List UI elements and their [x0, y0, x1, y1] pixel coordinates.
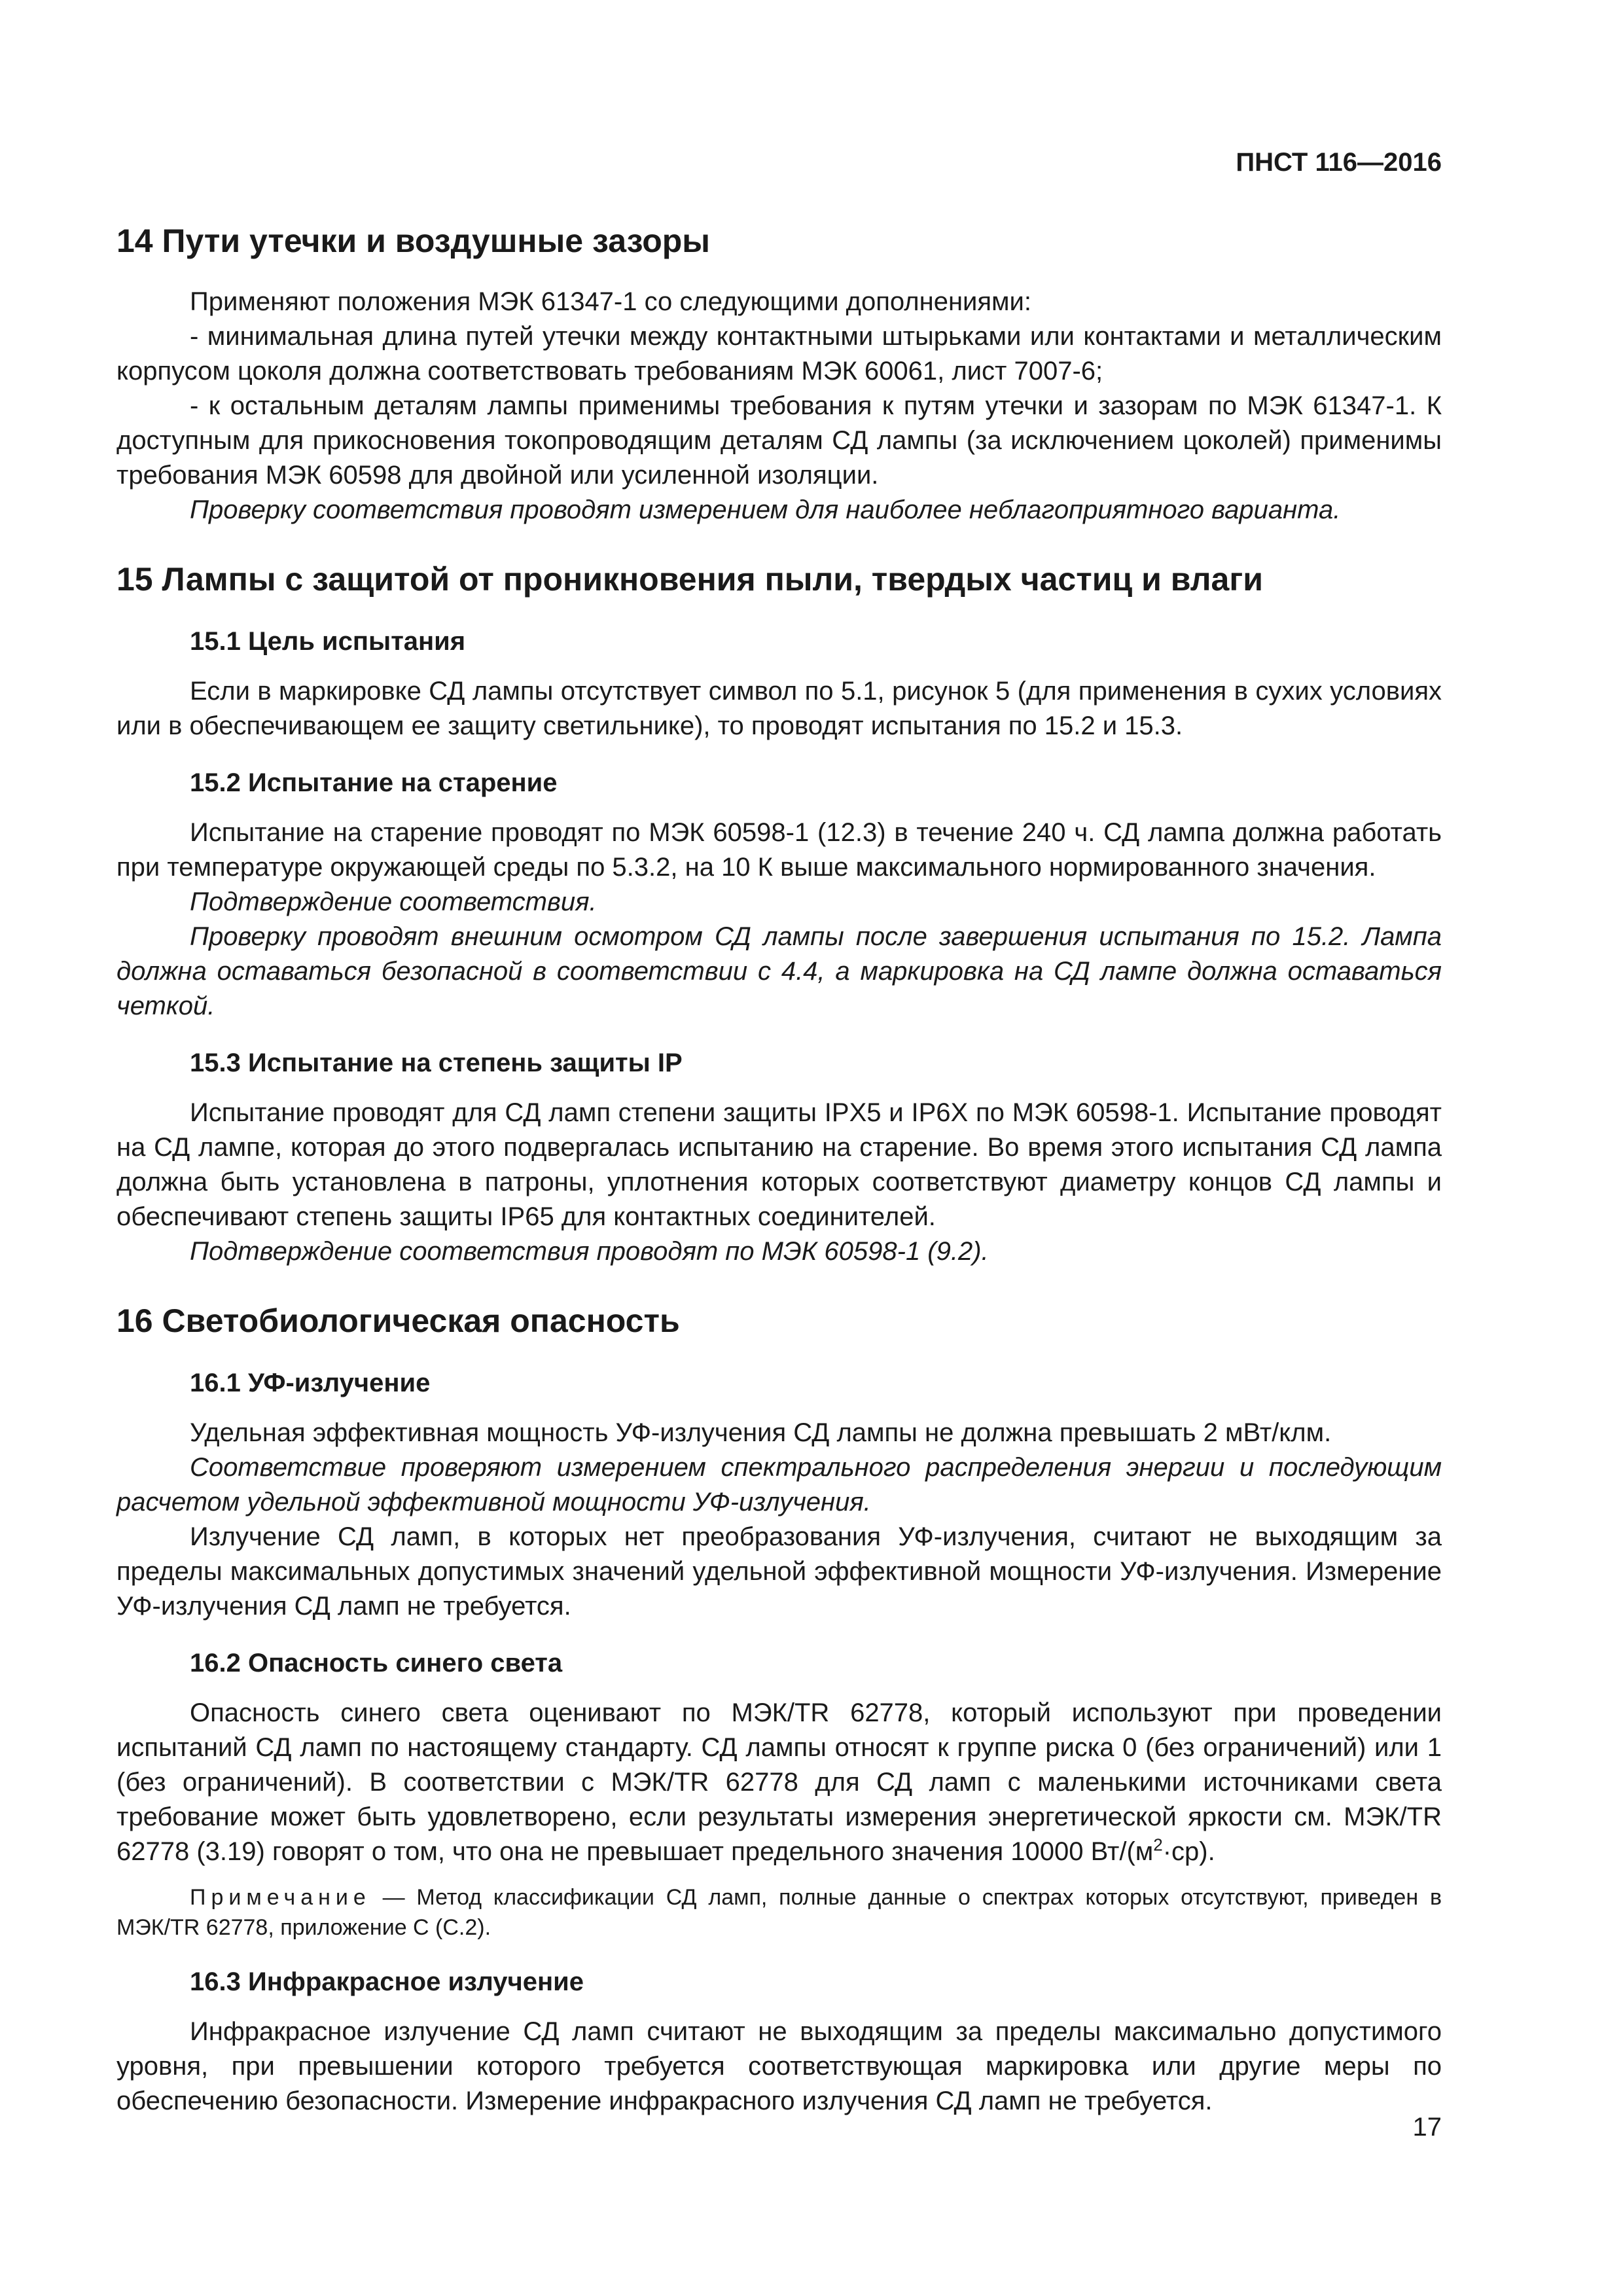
section-15-1-title: 15.1 Цель испытания [190, 627, 466, 656]
section-14-p2: - минимальная длина путей утечки между контактными штырьками или контактами и металлическим корпусом цоколя должна соответствовать требованиям МЭК 60061, лист 7007-6; [116, 322, 1442, 386]
section-15 [116, 558, 1442, 1269]
section-16-1-p2: Соответствие проверяют измерением спектрального распределения энергии и последующим расчетом удельной эффективной мощности УФ-излучения. [116, 1453, 1442, 1516]
page-content [116, 219, 1442, 2119]
section-16-2-title: 16.2 Опасность синего света [190, 1649, 563, 1677]
section-15-3-p1: Испытание проводят для СД ламп степени защиты IPX5 и IP6X по МЭК 60598-1. Испытание проводят на СД лампе, которая до этого подвергалась испытанию на старение. Во время этого испытания СД лампа должна быть установлена в патроны, уплотнения которых соответствуют диаметру концов СД лампы и обеспечивают степень защиты IP65 для контактных соединителей. [116, 1098, 1442, 1231]
section-15-1 [116, 623, 1442, 744]
section-16-1-p1: Удельная эффективная мощность УФ-излучения СД лампы не должна превышать 2 мВт/клм. [190, 1418, 1332, 1447]
section-15-2 [116, 764, 1442, 1024]
section-15-1-p1: Если в маркировке СД лампы отсутствует символ по 5.1, рисунок 5 (для применения в сухих условиях или в обеспечивающем ее защиту светильнике), то проводят испытания по 15.2 и 15.3. [116, 677, 1442, 740]
section-16-title: 16 Светобиологическая опасность [116, 1302, 680, 1339]
section-15-3-title: 15.3 Испытание на степень защиты IP [190, 1049, 683, 1077]
note-text: — Метод классификации СД ламп, полные данные о спектрах которых отсутствуют, приведен в МЭК/TR 62778, приложение С (С.2). [116, 1885, 1442, 1940]
section-14-p3: - к остальным деталям лампы применимы требования к путям утечки и зазорам по МЭК 61347-1. К доступным для прикосновения токопроводящим деталям СД лампы (за исключением цоколей) применимы требования МЭК 60598 для двойной или усиленной изоляции. [116, 391, 1442, 490]
section-15-2-p1: Испытание на старение проводят по МЭК 60598-1 (12.3) в течение 240 ч. СД лампа должна работать при температуре окружающей среды по 5.3.2, на 10 К выше максимального нормированного значения. [116, 818, 1442, 882]
section-14 [116, 219, 1442, 528]
section-14-p1: Применяют положения МЭК 61347-1 со следующими дополнениями: [190, 287, 1032, 316]
section-16-2-p1-text: Опасность синего света оценивают по МЭК/TR 62778, который используют при проведении испытаний СД ламп по настоящему стандарту. СД лампы относят к группе риска 0 (без ограничений) или 1 (без ограничений). В соответствии с МЭК/TR 62778 для СД ламп с маленькими источниками света требование может быть удовлетворено, если результаты измерения энергетической яркости см. МЭК/TR 62778 (3.19) говорят о том, что она не превышает предельного значения 10000 Вт/(м [116, 1698, 1442, 1866]
section-16-3-p1: Инфракрасное излучение СД ламп считают не выходящим за пределы максимально допустимого уровня, при превышении которого требуется соответствующая маркировка или другие меры по обеспечению безопасности. Измерение инфракрасного излучения СД ламп не требуется. [116, 2017, 1442, 2115]
section-16-1-title: 16.1 УФ-излучение [190, 1369, 431, 1397]
section-15-2-p2: Подтверждение соответствия. [190, 888, 597, 916]
section-15-2-p3: Проверку проводят внешним осмотром СД лампы после завершения испытания по 15.2. Лампа должна оставаться безопасной в соответствии с 4.4, а маркировка на СД лампе должна оставаться четкой. [116, 922, 1442, 1020]
section-15-3-p2: Подтверждение соответствия проводят по МЭК 60598-1 (9.2). [190, 1237, 989, 1266]
page-number: 17 [1412, 2113, 1442, 2142]
section-16 [116, 1299, 1442, 2119]
section-15-title: 15 Лампы с защитой от проникновения пыли, твердых частиц и влаги [116, 561, 1263, 598]
note [116, 1882, 1442, 1943]
section-15-2-title: 15.2 Испытание на старение [190, 768, 558, 797]
note-label: Примечание [190, 1885, 371, 1910]
section-16-1 [116, 1365, 1442, 1624]
section-16-2-p1 [116, 1696, 1442, 1869]
section-16-2 [116, 1645, 1442, 1943]
superscript: 2 [1153, 1835, 1163, 1855]
section-14-title: 14 Пути утечки и воздушные зазоры [116, 223, 711, 259]
section-15-3 [116, 1045, 1442, 1269]
section-16-3-title: 16.3 Инфракрасное излучение [190, 1967, 584, 1996]
section-14-p4: Проверку соответствия проводят измерением для наиболее неблагоприятного варианта. [190, 495, 1341, 524]
section-16-1-p3: Излучение СД ламп, в которых нет преобразования УФ-излучения, считают не выходящим за пределы максимальных допустимых значений удельной эффективной мощности УФ-излучения. Измерение УФ-излучения СД ламп не требуется. [116, 1522, 1442, 1621]
section-16-3 [116, 1964, 1442, 2119]
document-id: ПНСТ 116—2016 [1236, 148, 1442, 177]
section-16-2-p1-end: ·ср). [1162, 1837, 1215, 1866]
